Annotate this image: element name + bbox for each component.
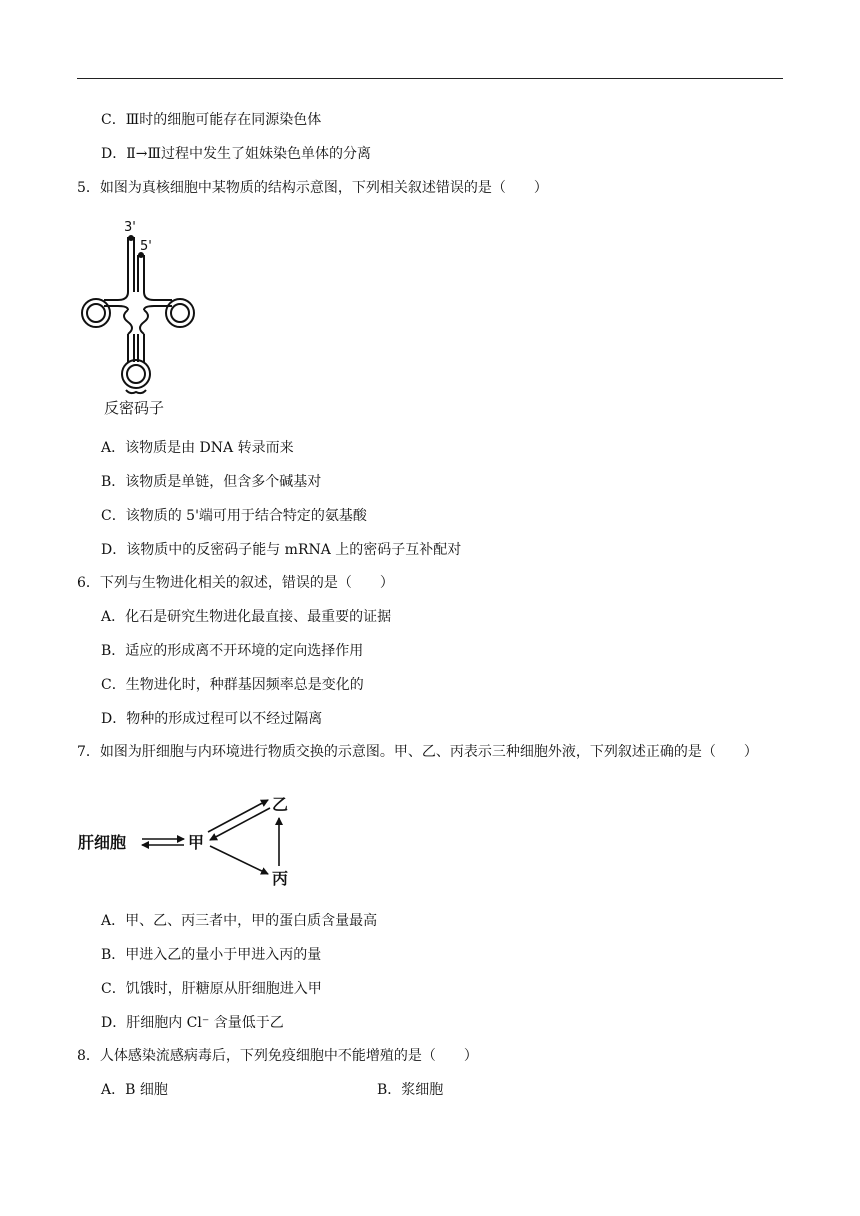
header-rule — [77, 78, 783, 79]
liver-exchange-figure — [76, 790, 306, 895]
q8-stem: 8．人体感染流感病毒后，下列免疫细胞中不能增殖的是（ ） — [77, 1048, 478, 1064]
label-3prime: 3' — [124, 220, 136, 235]
q7-stem: 7．如图为肝细胞与内环境进行物质交换的示意图。甲、乙、丙表示三种细胞外液，下列叙述正确的是（ ） — [77, 744, 758, 760]
q5-stem: 5．如图为真核细胞中某物质的结构示意图，下列相关叙述错误的是（ ） — [77, 180, 548, 196]
q7-option-a: A．甲、乙、丙三者中，甲的蛋白质含量最高 — [101, 913, 378, 929]
q6-stem: 6．下列与生物进化相关的叙述，错误的是（ ） — [77, 575, 394, 591]
label-5prime: 5' — [140, 239, 152, 254]
q8-option-a: A．B 细胞 — [101, 1082, 168, 1098]
label-anticodon: 反密码子 — [104, 399, 165, 417]
q5-option-c: C．该物质的 5'端可用于结合特定的氨基酸 — [101, 508, 367, 524]
q6-option-a: A．化石是研究生物进化最直接、最重要的证据 — [101, 609, 392, 625]
q5-option-d: D．该物质中的反密码子能与 mRNA 上的密码子互补配对 — [101, 542, 462, 558]
q7-option-b: B．甲进入乙的量小于甲进入丙的量 — [101, 947, 322, 963]
q6-option-c: C．生物进化时，种群基因频率总是变化的 — [101, 677, 364, 693]
label-jia: 甲 — [188, 833, 205, 852]
q6-option-b: B．适应的形成离不开环境的定向选择作用 — [101, 643, 364, 659]
label-liver-cell: 肝细胞 — [78, 833, 127, 852]
q5-option-a: A．该物质是由 DNA 转录而来 — [101, 440, 294, 456]
q7-option-d: D．肝细胞内 Cl⁻ 含量低于乙 — [101, 1015, 284, 1031]
label-yi: 乙 — [272, 795, 289, 814]
q4-option-d: D．Ⅱ→Ⅲ过程中发生了姐妹染色单体的分离 — [101, 146, 371, 162]
q8-option-b: B．浆细胞 — [377, 1082, 444, 1098]
q6-option-d: D．物种的形成过程可以不经过隔离 — [101, 711, 323, 727]
q4-option-c: C．Ⅲ时的细胞可能存在同源染色体 — [101, 112, 322, 128]
q5-option-b: B．该物质是单链，但含多个碱基对 — [101, 474, 322, 490]
trna-structure-figure — [74, 212, 214, 417]
label-bing: 丙 — [272, 869, 289, 888]
q7-option-c: C．饥饿时，肝糖原从肝细胞进入甲 — [101, 981, 322, 997]
